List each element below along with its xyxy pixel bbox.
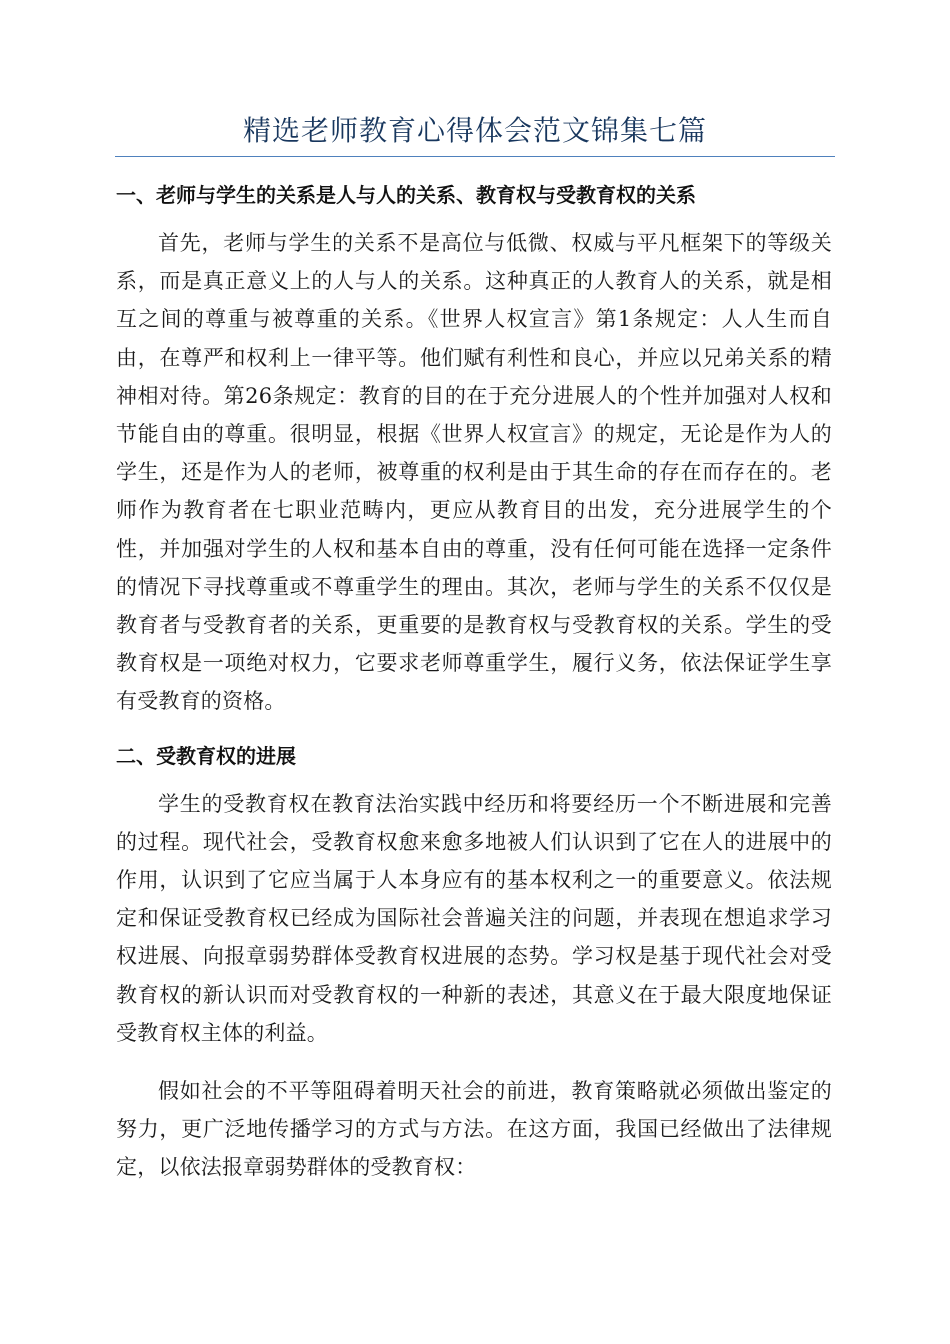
section-2-paragraph-1: 学生的受教育权在教育法治实践中经历和将要经历一个不断进展和完善的过程。现代社会，受教育权愈来愈多地被人们认识到了它在人的进展中的作用，认识到了它应当属于人本身应有的基本权利之一的重要意义。依法规定和保证受教育权已经成为国际社会普遍关注的问题，并表现在想追求学习权进展、向报章弱势群体受教育权进展的态势。学习权是基于现代社会对受教育权的新认识而对受教育权的一种新的表述，其意义在于最大限度地保证受教育权主体的利益。 [116,791,832,1045]
document-title: 精选老师教育心得体会范文锦集七篇 [242,114,707,147]
section-1-paragraph-1: 首先，老师与学生的关系不是高位与低微、权威与平凡框架下的等级关系，而是真正意义上的人与人的关系。这种真正的人教育人的关系，就是相互之间的尊重与被尊重的关系。《世界人权宣言》第1条规定：人人生而自由，在尊严和权利上一律平等。他们赋有利性和良心，并应以兄弟关系的精神相对待。第26条规定：教育的目的在于充分进展人的个性并加强对人权和节能自由的尊重。很明显，根据《世界人权宣言》的规定，无论是作为人的学生，还是作为人的老师，被尊重的权利是由于其生命的存在而存在的。老师作为教育者在七职业范畴内，更应从教育目的出发，充分进展学生的个性，并加强对学生的人权和基本自由的尊重，没有任何可能在选择一定条件的情况下寻找尊重或不尊重学生的理由。其次，老师与学生的关系不仅仅是教育者与受教育者的关系，更重要的是教育权与受教育权的关系。学生的受教育权是一项绝对权力，它要求老师尊重学生，履行义务，依法保证学生享有受教育的资格。 [116,231,832,714]
document-body [116,172,832,1187]
section-2-paragraph-2: 假如社会的不平等阻碍着明天社会的前进，教育策略就必须做出鉴定的努力，更广泛地传播学习的方式与方法。在这方面，我国已经做出了法律规定，以依法报章弱势群体的受教育权： [116,1079,832,1180]
title-block [115,106,835,157]
section-heading-1: 一、老师与学生的关系是人与人的关系、教育权与受教育权的关系 [116,183,696,207]
section-heading-2: 二、受教育权的进展 [116,743,296,768]
